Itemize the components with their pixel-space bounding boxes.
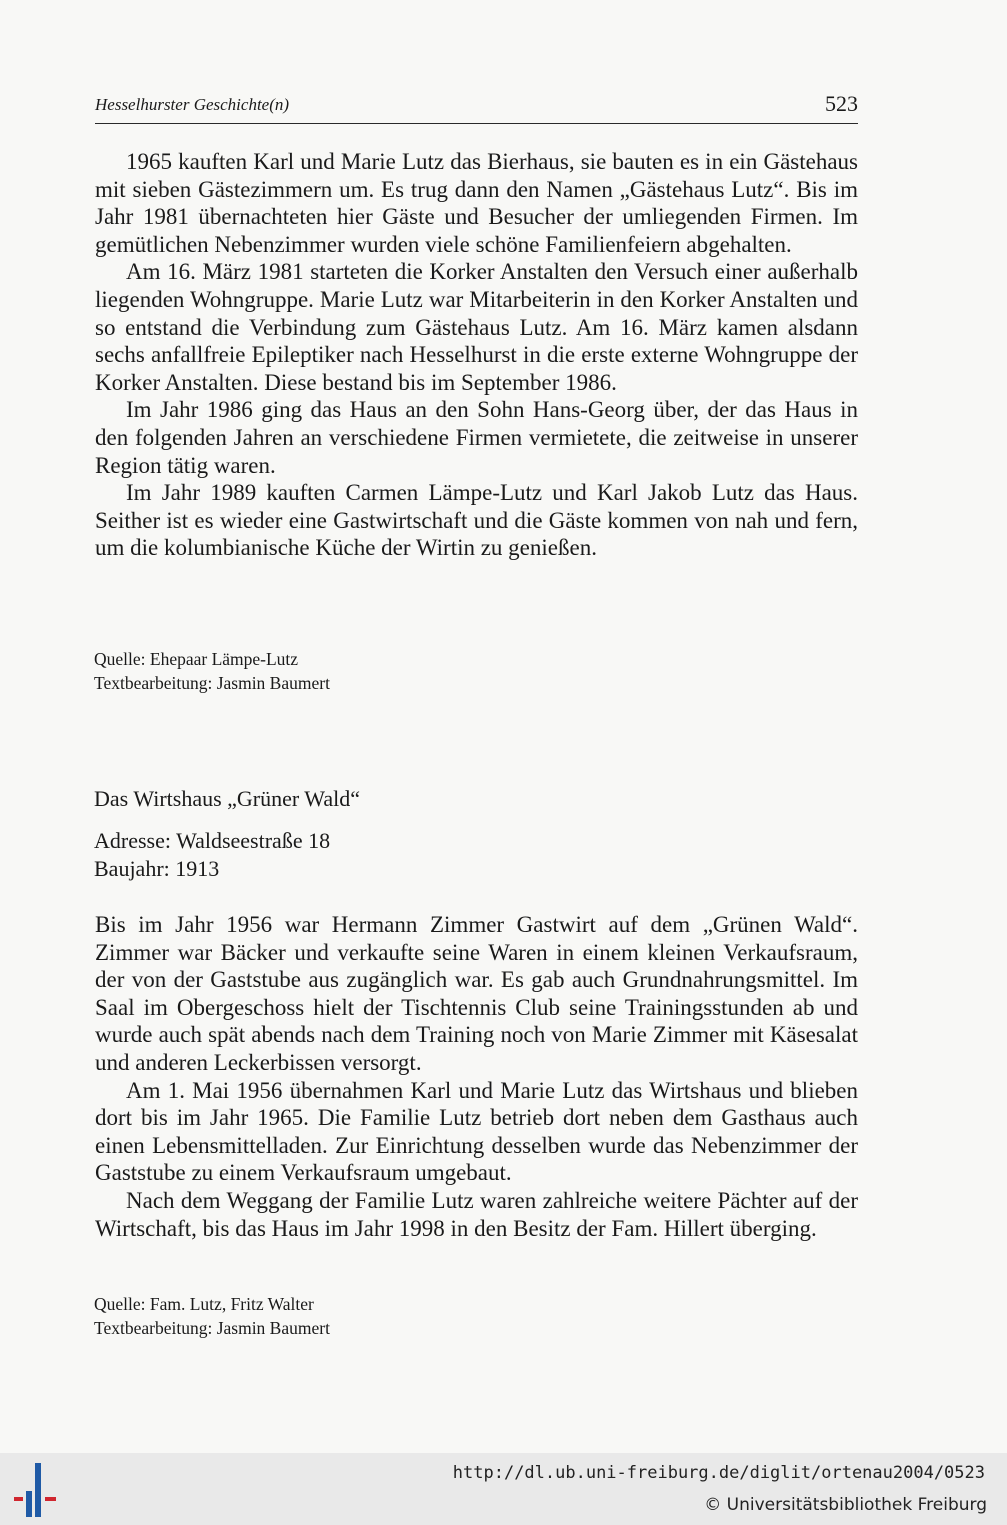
address-line: Adresse: Waldseestraße 18 (94, 828, 331, 853)
running-head (95, 91, 858, 124)
paragraph: Am 16. März 1981 starteten die Korker Anstalten den Versuch einer außerhalb liegenden Wohngruppe. Marie Lutz war Mitarbeiterin in den Korker Anstalten und so entstand die Verbindung zum Gästehaus Lutz. Am 16. März kamen alsdann sechs anfallfreie Epileptiker nach Hesselhurst in die erste externe Wohngruppe der Korker Anstalten. Diese bestand bis im September 1986. (95, 259, 858, 395)
running-head-title: Hesselhurster Geschichte(n) (95, 95, 290, 114)
page-number: 523 (825, 91, 858, 116)
ub-freiburg-logo-icon (14, 1461, 64, 1517)
source-line: Quelle: Ehepaar Lämpe-Lutz (94, 649, 299, 669)
paragraph: Im Jahr 1989 kauften Carmen Lämpe-Lutz und Karl Jakob Lutz das Haus. Seither ist es wieder eine Gastwirtschaft und die Gäste kommen von nah und fern, um die kolumbianische Küche der Wirtin zu genießen. (95, 480, 858, 561)
source-credits-2 (94, 1292, 330, 1340)
built-year-line: Baujahr: 1913 (94, 856, 220, 881)
section-gruener-wald-text (95, 911, 858, 1242)
editor-line: Textbearbeitung: Jasmin Baumert (94, 1318, 330, 1338)
section-heading: Das Wirtshaus „Grüner Wald“ (94, 786, 360, 811)
paragraph: Nach dem Weggang der Familie Lutz waren zahlreiche weitere Pächter auf der Wirtschaft, bis das Haus im Jahr 1998 in den Besitz der Fam. Hillert überging. (95, 1187, 858, 1241)
source-url-link[interactable]: http://dl.ub.uni-freiburg.de/diglit/ortenau2004/0523 (452, 1463, 985, 1483)
paragraph: 1965 kauften Karl und Marie Lutz das Bierhaus, sie bauten es in ein Gästehaus mit sieben Gästezimmern um. Es trug dann den Namen „Gästehaus Lutz“. Bis im Jahr 1981 übernachteten hier Gäste und Besucher der umliegenden Firmen. Im gemütlichen Nebenzimmer wurden viele schöne Familienfeiern abgehalten. (95, 149, 858, 257)
source-credits-1 (94, 647, 330, 695)
source-line: Quelle: Fam. Lutz, Fritz Walter (94, 1294, 314, 1314)
paragraph: Bis im Jahr 1956 war Hermann Zimmer Gastwirt auf dem „Grünen Wald“. Zimmer war Bäcker und verkaufte seine Waren in einem kleinen Verkaufsraum, der von der Gaststube aus zugänglich war. Es gab auch Grundnahrungsmittel. Im Saal im Obergeschoss hielt der Tischtennis Club seine Trainingsstunden ab und wurde auch spät abends nach dem Training noch von Marie Zimmer mit Käsesalat und anderen Leckerbissen versorgt. (95, 912, 858, 1075)
section-gaestehaus-lutz-text (95, 148, 858, 562)
building-info (94, 827, 330, 883)
copyright-notice: © Universitätsbibliothek Freiburg (704, 1495, 987, 1515)
library-footer (0, 1453, 1007, 1525)
editor-line: Textbearbeitung: Jasmin Baumert (94, 673, 330, 693)
paragraph: Am 1. Mai 1956 übernahmen Karl und Marie Lutz das Wirtshaus und blieben dort bis im Jahr 1965. Die Familie Lutz betrieb dort neben dem Gasthaus auch einen Lebensmittelladen. Zur Einrichtung desselben wurde das Nebenzimmer der Gaststube zu einem Verkaufsraum umgebaut. (95, 1077, 858, 1186)
paragraph: Im Jahr 1986 ging das Haus an den Sohn Hans-Georg über, der das Haus in den folgenden Jahren an verschiedene Firmen vermietete, die zeitweise in unserer Region tätig waren. (95, 397, 858, 478)
